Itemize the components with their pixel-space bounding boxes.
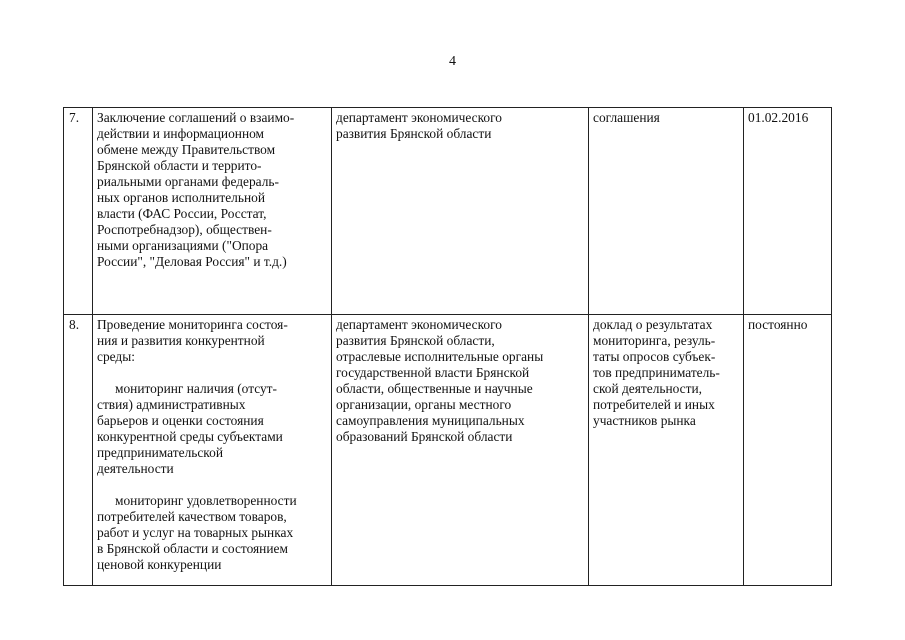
activity-text-line: риальными органами федераль- bbox=[97, 174, 279, 189]
monitoring-item-text-line: в Брянской области и состоянием bbox=[97, 541, 288, 556]
activity-cell bbox=[93, 315, 332, 586]
monitoring-item-text-line: мониторинг удовлетворенности bbox=[115, 493, 297, 508]
result-text-line: участников рынка bbox=[593, 413, 696, 428]
activity-text-line: Роспотребнадзор), обществен- bbox=[97, 222, 272, 237]
monitoring-item-text-line: конкурентной среды субъектами bbox=[97, 429, 283, 444]
activity-text-line: России", "Деловая Россия" и т.д.) bbox=[97, 254, 287, 269]
responsible-cell bbox=[332, 315, 589, 586]
activity-text-line: действии и информационном bbox=[97, 126, 265, 141]
row-number: 7. bbox=[64, 108, 93, 315]
responsible-text-line: отраслевые исполнительные органы bbox=[336, 349, 544, 364]
result-text-line: ской деятельности, bbox=[593, 381, 702, 396]
result-text-line: таты опросов субъек- bbox=[593, 349, 716, 364]
result-text-line: доклад о результатах bbox=[593, 317, 713, 332]
activity-text-line: ния и развития конкурентной bbox=[97, 333, 265, 348]
result-text-line: потребителей и иных bbox=[593, 397, 715, 412]
measures-table bbox=[63, 107, 832, 586]
result-text-line: мониторинга, резуль- bbox=[593, 333, 716, 348]
page-number: 4 bbox=[449, 54, 456, 69]
monitoring-item-text-line: ствия) административных bbox=[97, 397, 246, 412]
activity-text-line: обмене между Правительством bbox=[97, 142, 276, 157]
activity-text-line: среды: bbox=[97, 349, 135, 364]
monitoring-item-text-line: работ и услуг на товарных рынках bbox=[97, 525, 294, 540]
result-text-line: соглашения bbox=[593, 110, 660, 125]
result-cell bbox=[589, 315, 744, 586]
responsible-text-line: развития Брянской области, bbox=[336, 333, 495, 348]
monitoring-item-text-line: мониторинг наличия (отсут- bbox=[115, 381, 277, 396]
responsible-text-line: департамент экономического bbox=[336, 317, 502, 332]
table-row bbox=[64, 108, 832, 315]
deadline-cell: 01.02.2016 bbox=[744, 108, 832, 315]
activity-text-line: власти (ФАС России, Росстат, bbox=[97, 206, 267, 221]
result-cell bbox=[589, 108, 744, 315]
activity-text-line: Заключение соглашений о взаимо- bbox=[97, 110, 295, 125]
responsible-text-line: развития Брянской области bbox=[336, 126, 492, 141]
monitoring-item-text-line: ценовой конкуренции bbox=[97, 557, 222, 572]
paragraph-gap bbox=[97, 365, 327, 381]
responsible-text-line: самоуправления муниципальных bbox=[336, 413, 525, 428]
responsible-text-line: государственной власти Брянской bbox=[336, 365, 530, 380]
responsible-cell bbox=[332, 108, 589, 315]
result-text-line: тов предприниматель- bbox=[593, 365, 720, 380]
monitoring-item-text-line: барьеров и оценки состояния bbox=[97, 413, 264, 428]
activity-text-line: Брянской области и террито- bbox=[97, 158, 262, 173]
monitoring-item-text-line: предпринимательской bbox=[97, 445, 223, 460]
activity-text-line: ных органов исполнительной bbox=[97, 190, 265, 205]
row-number: 8. bbox=[64, 315, 93, 586]
monitoring-item-text-line: потребителей качеством товаров, bbox=[97, 509, 287, 524]
table-row bbox=[64, 315, 832, 586]
activity-cell bbox=[93, 108, 332, 315]
activity-text-line: ными организациями ("Опора bbox=[97, 238, 269, 253]
paragraph-gap bbox=[97, 477, 327, 493]
responsible-text-line: образований Брянской области bbox=[336, 429, 513, 444]
deadline-cell: постоянно bbox=[744, 315, 832, 586]
responsible-text-line: департамент экономического bbox=[336, 110, 502, 125]
monitoring-item-text-line: деятельности bbox=[97, 461, 174, 476]
activity-text-line: Проведение мониторинга состоя- bbox=[97, 317, 288, 332]
responsible-text-line: организации, органы местного bbox=[336, 397, 512, 412]
responsible-text-line: области, общественные и научные bbox=[336, 381, 533, 396]
